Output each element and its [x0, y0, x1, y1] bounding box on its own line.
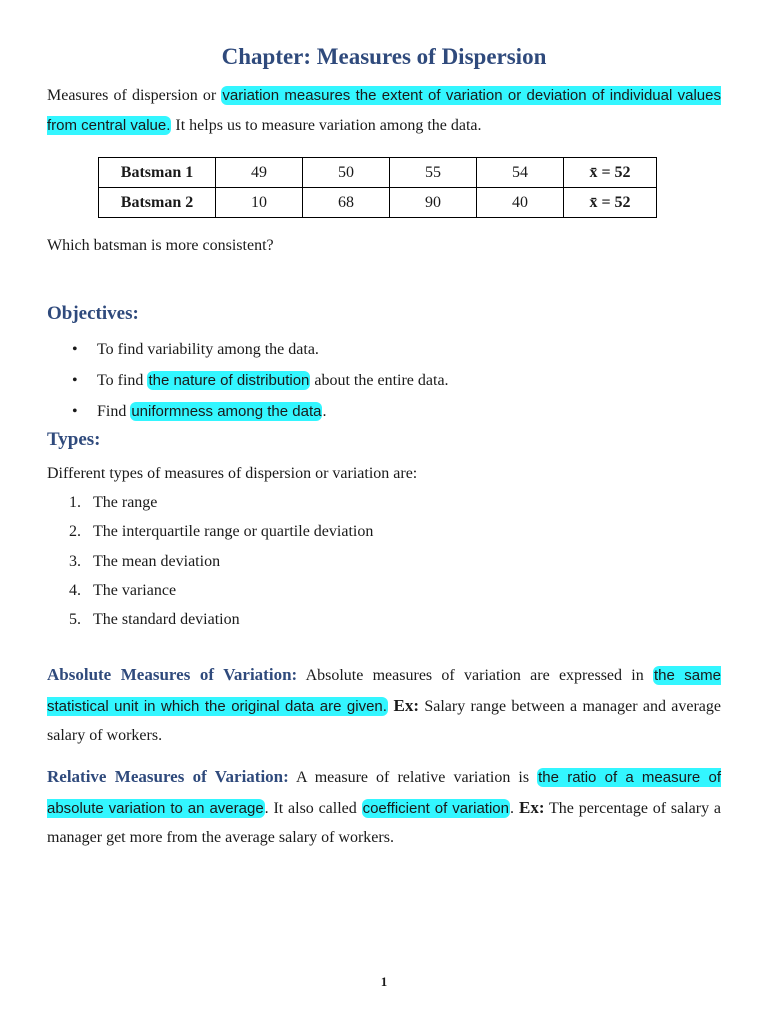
intro-text-2: It helps us to measure variation among the data. — [171, 116, 482, 134]
example-label: Ex: — [387, 695, 420, 715]
objective-text: . — [322, 403, 327, 420]
table-cell-name: Batsman 2 — [99, 188, 216, 218]
table-cell: 54 — [477, 158, 564, 188]
relative-text: The percentage of salary a manager get more from the average salary of workers. — [47, 799, 722, 846]
batsman-table — [98, 157, 657, 218]
table-cell: 10 — [216, 188, 303, 218]
objective-highlight: uniformness among the data — [131, 403, 322, 420]
objective-text: To find variability among the data. — [97, 341, 319, 358]
list-item — [69, 605, 373, 634]
types-intro: Different types of measures of dispersion or variation are: — [47, 465, 418, 482]
list-item — [69, 547, 373, 576]
example-label: Ex: — [513, 797, 545, 817]
page-number: 1 — [380, 974, 388, 989]
intro-highlight: variation measures the extent of variation or deviation of individual values from central value. — [47, 87, 721, 134]
intro-text-1: Measures of dispersion or — [47, 87, 222, 104]
bullet-icon: • — [72, 341, 78, 358]
absolute-text: Absolute measures of variation are expressed in — [297, 667, 654, 684]
objective-text: Find — [97, 403, 131, 420]
table-cell: 90 — [390, 188, 477, 218]
objectives-list — [72, 334, 449, 427]
table-cell-name: Batsman 1 — [99, 158, 216, 188]
table-cell: 68 — [303, 188, 390, 218]
relative-text: A measure of relative variation is — [288, 769, 538, 786]
absolute-paragraph — [47, 660, 721, 751]
list-number: 4. — [69, 581, 81, 599]
list-item — [72, 365, 449, 396]
types-heading: Types: — [47, 429, 101, 450]
absolute-highlight: the same statistical unit in which the original data are given. — [47, 667, 721, 715]
table-row — [99, 158, 657, 188]
list-text: The standard deviation — [93, 611, 240, 629]
relative-highlight: coefficient of variation — [362, 799, 509, 817]
table-cell-mean: x̄ = 52 — [564, 158, 657, 188]
relative-paragraph — [47, 762, 721, 853]
relative-highlight: the ratio of a measure of absolute variation to an average — [47, 769, 721, 817]
relative-text: . It also called — [264, 799, 362, 817]
absolute-heading: Absolute Measures of Variation: — [47, 665, 298, 684]
list-item — [69, 517, 373, 546]
table-cell: 50 — [303, 158, 390, 188]
relative-text: . — [509, 799, 514, 817]
list-text: The mean deviation — [93, 552, 221, 570]
table-cell-mean: x̄ = 52 — [564, 188, 657, 218]
list-item — [72, 396, 449, 427]
question-text: Which batsman is more consistent? — [47, 237, 274, 254]
objectives-heading: Objectives: — [47, 303, 139, 324]
absolute-text: Salary range between a manager and average salary of workers. — [47, 697, 721, 744]
list-number: 2. — [69, 523, 81, 541]
table-cell: 55 — [390, 158, 477, 188]
types-list — [69, 488, 373, 634]
objective-highlight: the nature of distribution — [148, 372, 310, 389]
relative-heading: Relative Measures of Variation: — [47, 767, 289, 786]
list-item — [69, 576, 373, 605]
list-item — [72, 334, 449, 365]
list-number: 3. — [69, 552, 81, 570]
objective-text: To find — [97, 372, 148, 389]
objective-text: about the entire data. — [310, 372, 449, 389]
list-text: The interquartile range or quartile deviation — [93, 523, 374, 541]
intro-paragraph — [47, 81, 721, 140]
list-item — [69, 488, 373, 517]
table-cell: 40 — [477, 188, 564, 218]
table-row — [99, 188, 657, 218]
list-number: 5. — [69, 611, 81, 629]
page-title: Chapter: Measures of Dispersion — [221, 44, 547, 69]
bullet-icon: • — [72, 372, 78, 389]
table-cell: 49 — [216, 158, 303, 188]
list-text: The variance — [93, 581, 177, 599]
list-text: The range — [93, 494, 158, 511]
bullet-icon: • — [72, 403, 78, 420]
list-number: 1. — [69, 494, 81, 511]
